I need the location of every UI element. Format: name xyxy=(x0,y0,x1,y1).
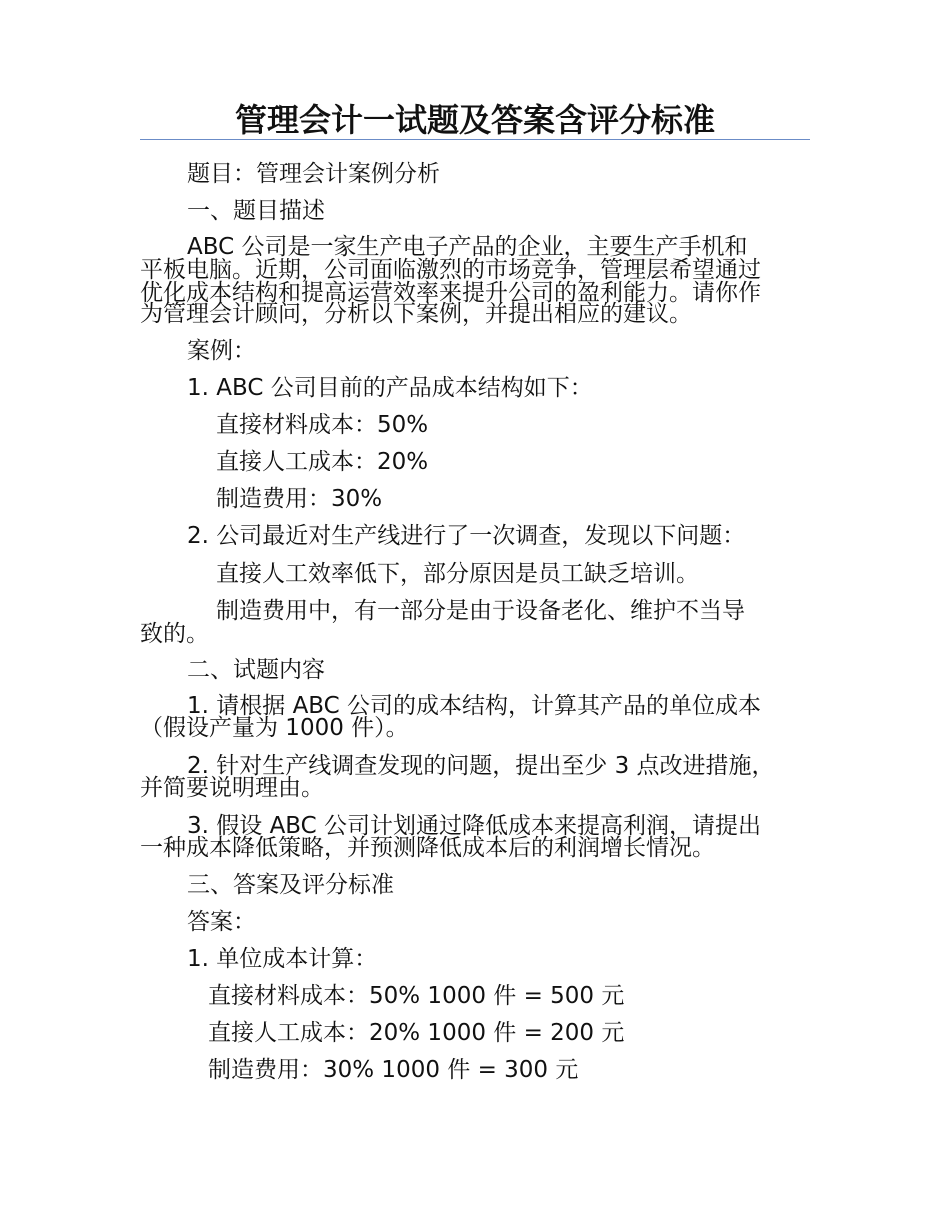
list-item: 2. 公司最近对生产线进行了一次调查，发现以下问题： xyxy=(187,523,746,549)
list-item-continued: （假设产量为 1000 件）。 xyxy=(140,715,409,741)
list-subitem: 直接人工成本：20% xyxy=(216,449,429,475)
list-subitem: 直接人工效率低下，部分原因是员工缺乏培训。 xyxy=(216,561,699,587)
list-item: 1. ABC 公司目前的产品成本结构如下： xyxy=(187,375,593,401)
list-item: 1. 请根据 ABC 公司的成本结构，计算其产品的单位成本 xyxy=(187,693,762,719)
section-heading-answers: 三、答案及评分标准 xyxy=(187,872,394,898)
list-subitem: 制造费用：30% xyxy=(216,486,383,512)
paragraph-line: 平板电脑。近期，公司面临激烈的市场竞争，管理层希望通过 xyxy=(140,257,761,283)
list-subitem-continued: 致的。 xyxy=(140,621,209,647)
answer-heading: 答案： xyxy=(187,909,256,935)
list-subitem: 制造费用中，有一部分是由于设备老化、维护不当导 xyxy=(216,598,745,624)
case-heading: 案例： xyxy=(187,338,256,364)
list-item: 1. 单位成本计算： xyxy=(187,946,378,972)
section-heading-content: 二、试题内容 xyxy=(187,657,325,683)
title-underline xyxy=(140,139,810,140)
calculation-line: 直接材料成本：50% 1000 件 = 500 元 xyxy=(208,983,625,1009)
calculation-line: 直接人工成本：20% 1000 件 = 200 元 xyxy=(208,1020,625,1046)
section-heading-description: 一、题目描述 xyxy=(187,198,325,224)
list-item-continued: 一种成本降低策略，并预测降低成本后的利润增长情况。 xyxy=(140,835,715,861)
paragraph-line: 优化成本结构和提高运营效率来提升公司的盈利能力。请你作 xyxy=(140,280,761,306)
list-item: 2. 针对生产线调查发现的问题，提出至少 3 点改进措施， xyxy=(187,753,775,779)
question-heading: 题目：管理会计案例分析 xyxy=(187,161,440,187)
calculation-line: 制造费用：30% 1000 件 = 300 元 xyxy=(208,1057,579,1083)
paragraph-line: ABC 公司是一家生产电子产品的企业，主要生产手机和 xyxy=(187,234,748,260)
document-title: 管理会计一试题及答案含评分标准 xyxy=(234,101,715,139)
list-item-continued: 并简要说明理由。 xyxy=(140,775,324,801)
paragraph-line: 为管理会计顾问，分析以下案例，并提出相应的建议。 xyxy=(140,301,692,327)
list-subitem: 直接材料成本：50% xyxy=(216,412,429,438)
list-item: 3. 假设 ABC 公司计划通过降低成本来提高利润，请提出 xyxy=(187,813,762,839)
